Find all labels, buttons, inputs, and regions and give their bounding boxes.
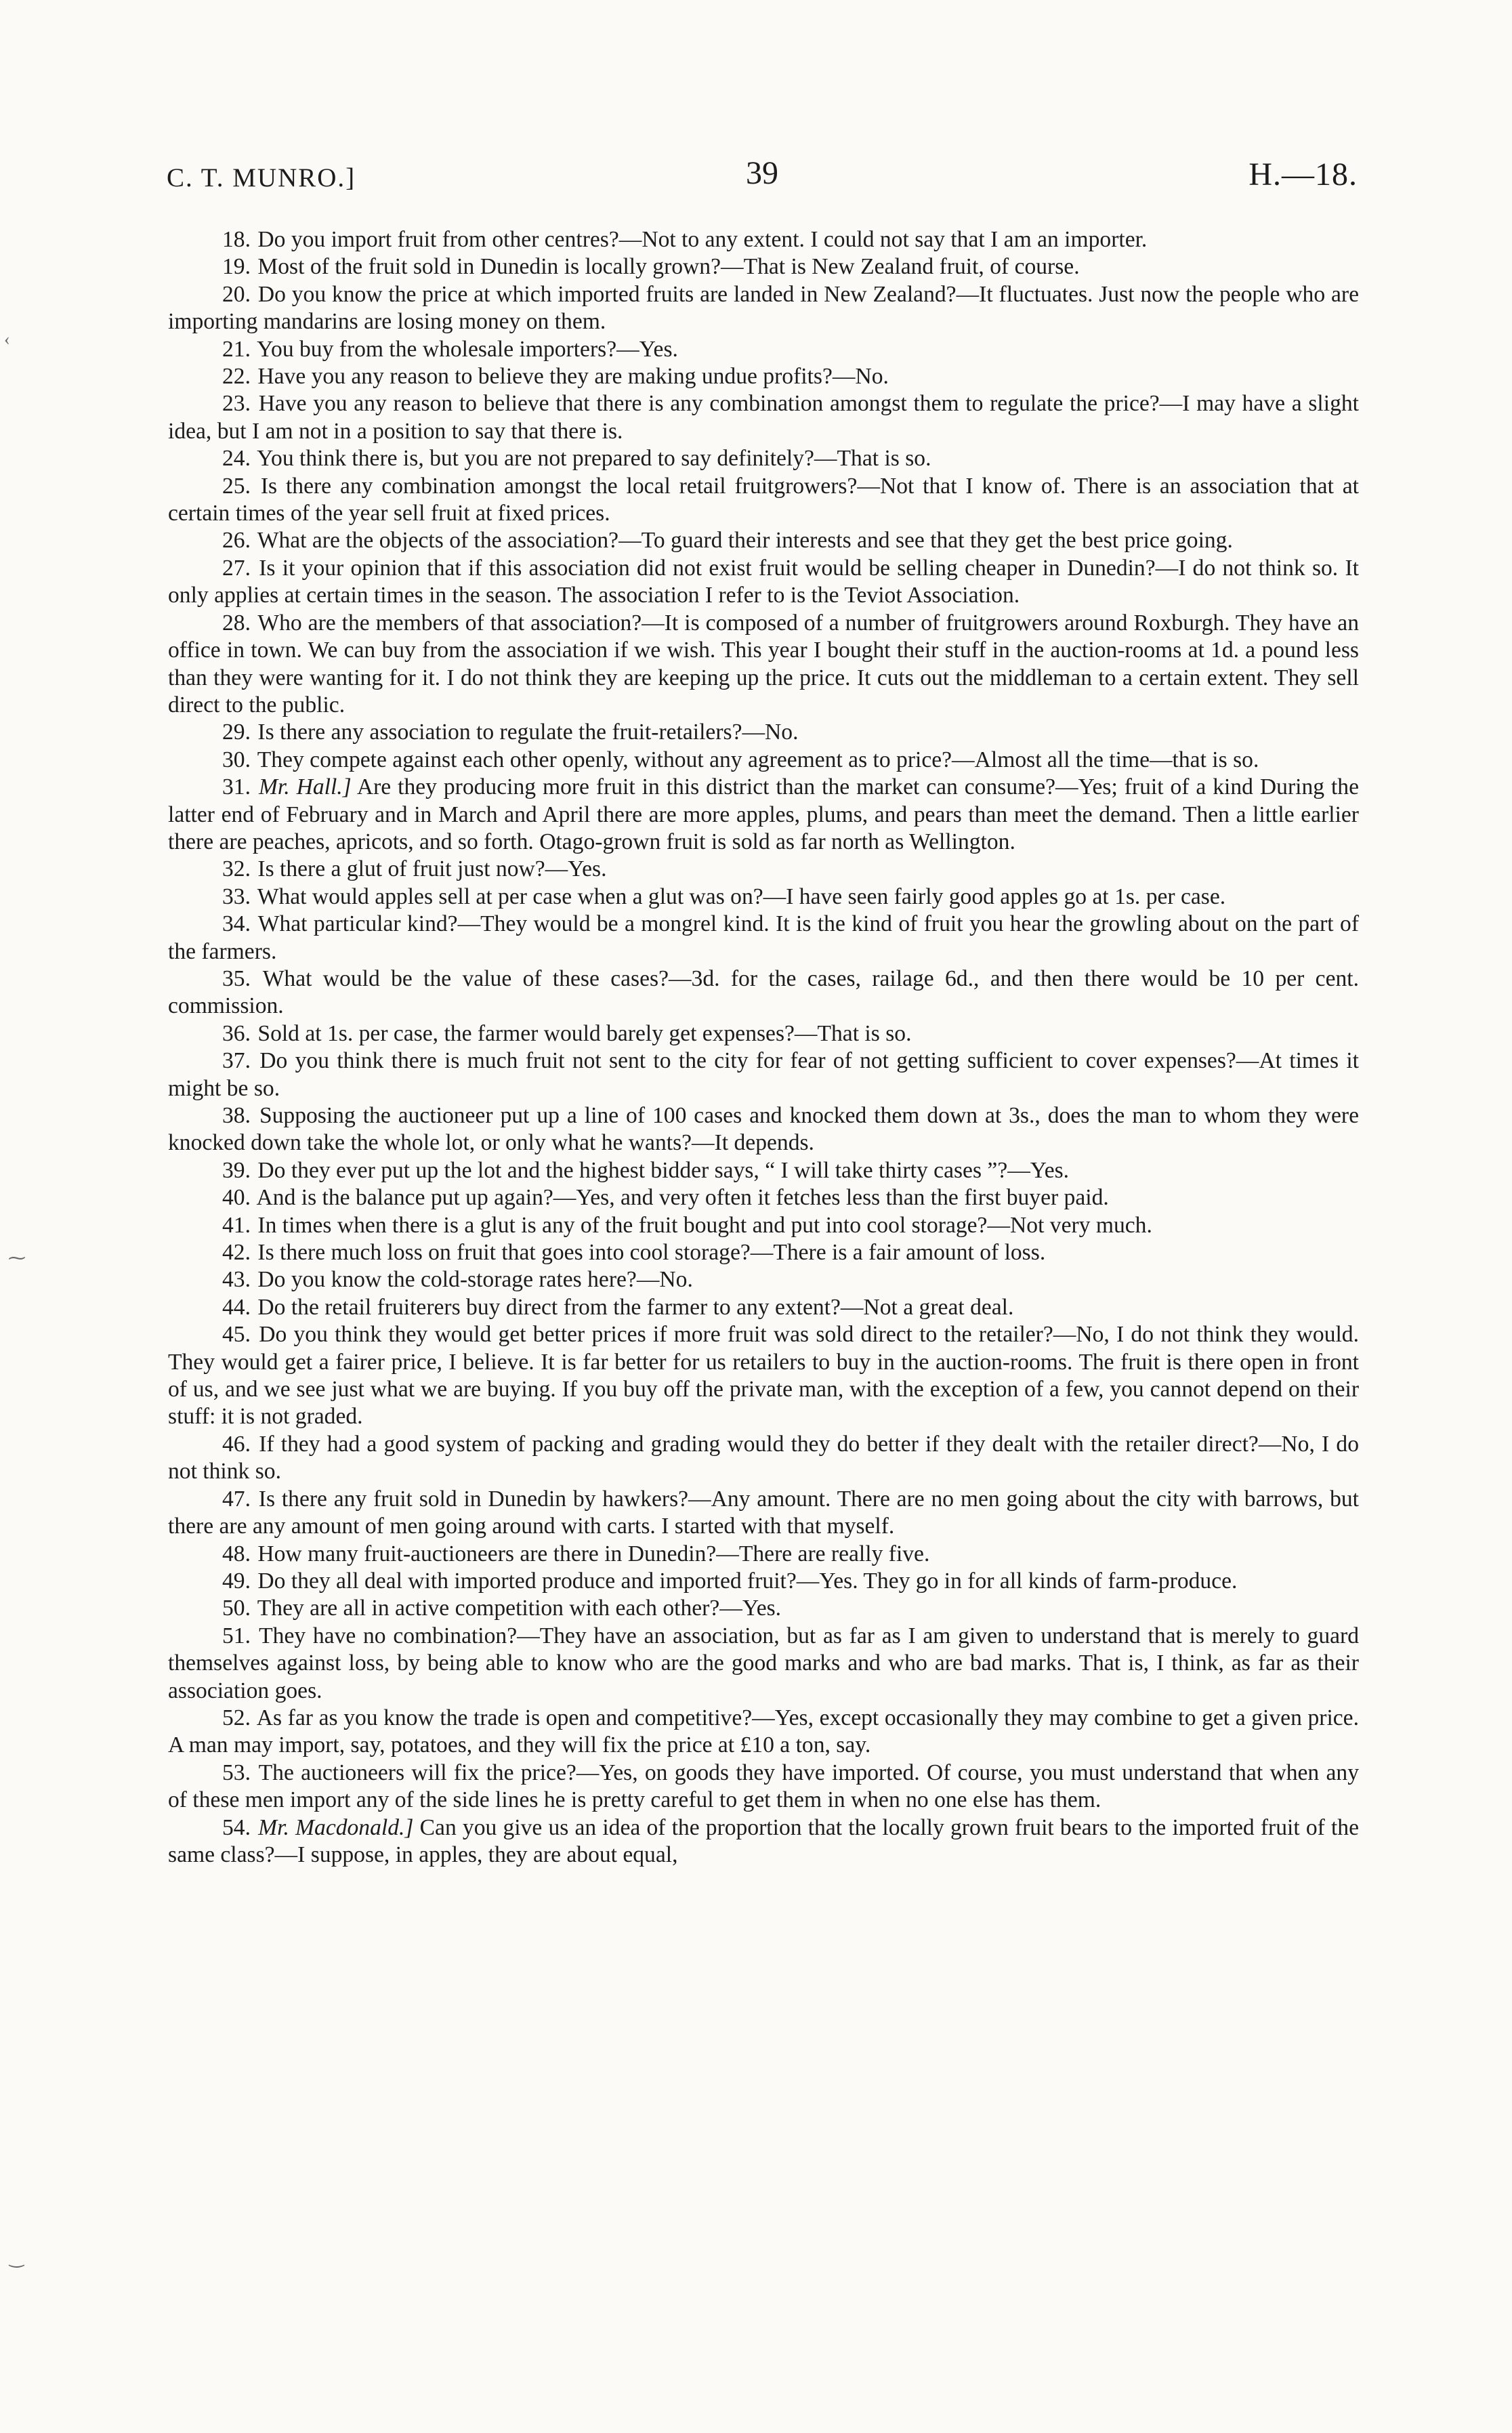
question-number: 46. <box>222 1431 251 1457</box>
question-number: 51. <box>222 1623 251 1648</box>
testimony-paragraph <box>168 1705 1359 1760</box>
question-answer-text: Do they all deal with imported produce and imported fruit?—Yes. They go in for all kinds of farm-produce. <box>257 1568 1238 1594</box>
testimony-paragraph <box>168 1541 1359 1568</box>
testimony-paragraph <box>168 253 1359 280</box>
question-answer-text: Do you import fruit from other centres?—Not to any extent. I could not say that I am an importer. <box>257 227 1148 252</box>
document-reference: H.—18. <box>1248 157 1358 192</box>
question-answer-text: Supposing the auctioneer put up a line of 100 cases and knocked them down at 3s., does the man to whom they were knocked down take the whole lot, or only what he wants?—It depends. <box>168 1103 1359 1156</box>
question-number: 40. <box>222 1185 251 1211</box>
question-answer-text: Is there a glut of fruit just now?—Yes. <box>257 856 607 882</box>
question-number: 35. <box>222 965 251 991</box>
testimony-body <box>168 226 1359 1869</box>
margin-mark: ⁓ <box>8 1248 26 1268</box>
testimony-paragraph <box>168 1321 1359 1431</box>
question-answer-text: They have no combination?—They have an association, but as far as I am given to understand that is merely to guard themselves against loss, by being able to know who are the good marks and who are bad marks. That is, I think, as far as their association goes. <box>168 1623 1360 1703</box>
question-answer-text: Do you know the price at which imported fruits are landed in New Zealand?—It fluctuates. Just now the people who are importing mandarins are losing money on them. <box>168 281 1359 335</box>
testimony-paragraph <box>168 390 1359 445</box>
question-number: 19. <box>222 254 251 280</box>
question-number: 22. <box>222 364 251 390</box>
testimony-paragraph <box>168 1102 1359 1157</box>
testimony-paragraph <box>168 1431 1359 1486</box>
testimony-paragraph <box>168 1623 1359 1705</box>
question-answer-text: What would be the value of these cases?—3d. for the cases, railage 6d., and then there would be 10 per cent. commission. <box>168 965 1359 1019</box>
question-number: 53. <box>222 1760 251 1785</box>
page-header <box>167 154 1358 202</box>
question-answer-text: They compete against each other openly, without any agreement as to price?—Almost all the time—that is so. <box>257 747 1259 772</box>
question-answer-text: Most of the fruit sold in Dunedin is locally grown?—That is New Zealand fruit, of course. <box>257 254 1080 280</box>
testimony-paragraph <box>168 336 1359 363</box>
question-answer-text: Have you any reason to believe that there is any combination amongst them to regulate the price?—I may have a slight idea, but I am not in a position to say that there is. <box>168 391 1359 444</box>
question-number: 50. <box>222 1596 251 1621</box>
testimony-paragraph <box>168 1814 1359 1869</box>
testimony-paragraph <box>168 747 1359 774</box>
question-answer-text: If they had a good system of packing and grading would they do better if they dealt with the retailer direct?—No, I do not think so. <box>168 1431 1359 1484</box>
testimony-paragraph <box>168 445 1359 472</box>
question-answer-text: Are they producing more fruit in this district than the market can consume?—Yes; fruit of a kind During the latter end of February and in March and April there are more apples, plums, and pears than meet the demand. Then a little earlier there are peaches, apricots, and so forth. Otago-grown fruit is sold as far north as Wellington. <box>168 774 1359 854</box>
testimony-paragraph <box>168 1047 1359 1102</box>
question-number: 29. <box>222 720 251 745</box>
testimony-paragraph <box>168 774 1359 856</box>
question-number: 23. <box>222 391 251 417</box>
question-answer-text: You think there is, but you are not prepared to say definitely?—That is so. <box>257 446 931 472</box>
testimony-paragraph <box>168 965 1359 1020</box>
question-number: 54. <box>222 1814 251 1840</box>
testimony-paragraph <box>168 610 1359 720</box>
question-number: 27. <box>222 555 251 581</box>
testimony-paragraph <box>168 555 1359 610</box>
question-number: 33. <box>222 883 251 909</box>
question-answer-text: Is there much loss on fruit that goes into cool storage?—There is a fair amount of loss. <box>257 1240 1046 1266</box>
question-answer-text: Is there any association to regulate the fruit-retailers?—No. <box>257 720 799 745</box>
testimony-paragraph <box>168 226 1359 253</box>
question-answer-text: Have you any reason to believe they are making undue profits?—No. <box>257 364 889 390</box>
question-answer-text: As far as you know the trade is open and competitive?—Yes, except occasionally they may combine to get a given price. A man may import, say, potatoes, and they will fix the price at £10 a ton, say. <box>168 1705 1359 1758</box>
question-number: 32. <box>222 856 251 882</box>
testimony-paragraph <box>168 1239 1359 1266</box>
question-answer-text: Can you give us an idea of the proportion that the locally grown fruit bears to the imported fruit of the same class?—I suppose, in apples, they are about equal, <box>168 1814 1359 1867</box>
question-number: 30. <box>222 747 251 772</box>
question-answer-text: The auctioneers will fix the price?—Yes, on goods they have imported. Of course, you must understand that when any of these men import any of the side lines he is pretty careful to get them in when no one else has them. <box>168 1760 1359 1813</box>
question-answer-text: You buy from the wholesale importers?—Yes. <box>257 336 678 362</box>
question-number: 45. <box>222 1322 251 1348</box>
question-answer-text: What particular kind?—They would be a mongrel kind. It is the kind of fruit you hear the growling about on the part of the farmers. <box>168 911 1359 964</box>
question-answer-text: Do the retail fruiterers buy direct from the farmer to any extent?—Not a great deal. <box>257 1294 1014 1320</box>
question-number: 43. <box>222 1267 251 1293</box>
testimony-paragraph <box>168 281 1359 336</box>
question-number: 52. <box>222 1705 251 1730</box>
page-number: 39 <box>746 155 778 191</box>
question-answer-text: They are all in active competition with each other?—Yes. <box>257 1596 782 1621</box>
speaker-name: Mr. Hall.] <box>258 774 352 800</box>
question-number: 36. <box>222 1020 251 1046</box>
testimony-paragraph <box>168 1212 1359 1239</box>
question-answer-text: Who are the members of that association?—It is composed of a number of fruitgrowers around Roxburgh. They have an office in town. We can buy from the association if we wish. This year I bought their stuff in the auction-rooms at 1d. a pound less than they were wanting for it. I do not think they are keeping up the price. It cuts out the middleman to a certain extent. They sell direct to the public. <box>168 610 1360 718</box>
question-answer-text: How many fruit-auctioneers are there in Dunedin?—There are really five. <box>257 1541 930 1566</box>
testimony-paragraph <box>168 527 1359 554</box>
question-number: 25. <box>222 473 251 499</box>
question-number: 26. <box>222 528 251 554</box>
question-answer-text: Do you think there is much fruit not sent to the city for fear of not getting sufficient to cover expenses?—At times it might be so. <box>168 1048 1359 1101</box>
testimony-paragraph <box>168 856 1359 883</box>
question-number: 48. <box>222 1541 251 1566</box>
testimony-paragraph <box>168 1157 1359 1184</box>
question-answer-text: What would apples sell at per case when a glut was on?—I have seen fairly good apples go at 1s. per case. <box>257 883 1226 909</box>
question-answer-text: In times when there is a glut is any of the fruit bought and put into cool storage?—Not very much. <box>257 1212 1152 1238</box>
question-answer-text: Do you think they would get better prices if more fruit was sold direct to the retailer?—No, I do not think they would. They would get a fairer price, I believe. It is far better for us retailers to buy in the auction-rooms. The fruit is there open in front of us, and we see just what we are buying. If you buy off the private man, with the exception of a few, you cannot depend on their stuff: it is not graded. <box>168 1322 1359 1430</box>
question-number: 21. <box>222 336 251 362</box>
testimony-paragraph <box>168 719 1359 746</box>
margin-mark: ‹ <box>4 329 10 349</box>
question-number: 34. <box>222 911 251 937</box>
testimony-paragraph <box>168 1568 1359 1595</box>
question-number: 42. <box>222 1240 251 1266</box>
question-number: 31. <box>222 774 251 800</box>
testimony-paragraph <box>168 363 1359 390</box>
question-number: 49. <box>222 1568 251 1594</box>
testimony-paragraph <box>168 1760 1359 1814</box>
margin-mark: ‿ <box>9 2248 24 2268</box>
testimony-paragraph <box>168 1486 1359 1541</box>
question-number: 18. <box>222 227 251 252</box>
question-number: 37. <box>222 1048 251 1074</box>
question-answer-text: And is the balance put up again?—Yes, and very often it fetches less than the first buyer paid. <box>256 1185 1109 1211</box>
testimony-paragraph <box>168 1294 1359 1321</box>
question-number: 44. <box>222 1294 251 1320</box>
speaker-name: Mr. Macdonald.] <box>258 1814 414 1840</box>
question-answer-text: Is it your opinion that if this association did not exist fruit would be selling cheaper in Dunedin?—I do not think so. It only applies at certain times in the season. The association I refer to is the Teviot Association. <box>168 555 1359 608</box>
testimony-paragraph <box>168 1595 1359 1622</box>
question-answer-text: Is there any fruit sold in Dunedin by hawkers?—Any amount. There are no men going about the city with barrows, but there are any amount of men going around with carts. I started with that myself. <box>168 1486 1359 1539</box>
question-number: 47. <box>222 1486 251 1512</box>
testimony-paragraph <box>168 911 1359 965</box>
question-answer-text: Sold at 1s. per case, the farmer would barely get expenses?—That is so. <box>257 1020 912 1046</box>
question-number: 20. <box>222 281 251 307</box>
question-answer-text: What are the objects of the association?—To guard their interests and see that they get the best price going. <box>257 528 1233 554</box>
witness-name: C. T. MUNRO.] <box>167 163 356 192</box>
testimony-paragraph <box>168 1020 1359 1047</box>
testimony-paragraph <box>168 473 1359 528</box>
testimony-paragraph <box>168 883 1359 911</box>
question-answer-text: Do they ever put up the lot and the highest bidder says, “ I will take thirty cases ”?—Yes. <box>257 1157 1070 1183</box>
question-number: 28. <box>222 610 251 636</box>
question-number: 24. <box>222 446 251 472</box>
question-number: 38. <box>222 1103 251 1128</box>
question-answer-text: Do you know the cold-storage rates here?—No. <box>257 1267 693 1293</box>
question-number: 41. <box>222 1212 251 1238</box>
question-number: 39. <box>222 1157 251 1183</box>
testimony-paragraph <box>168 1266 1359 1293</box>
testimony-paragraph <box>168 1184 1359 1211</box>
question-answer-text: Is there any combination amongst the local retail fruitgrowers?—Not that I know of. There is an association that at certain times of the year sell fruit at fixed prices. <box>168 473 1359 526</box>
